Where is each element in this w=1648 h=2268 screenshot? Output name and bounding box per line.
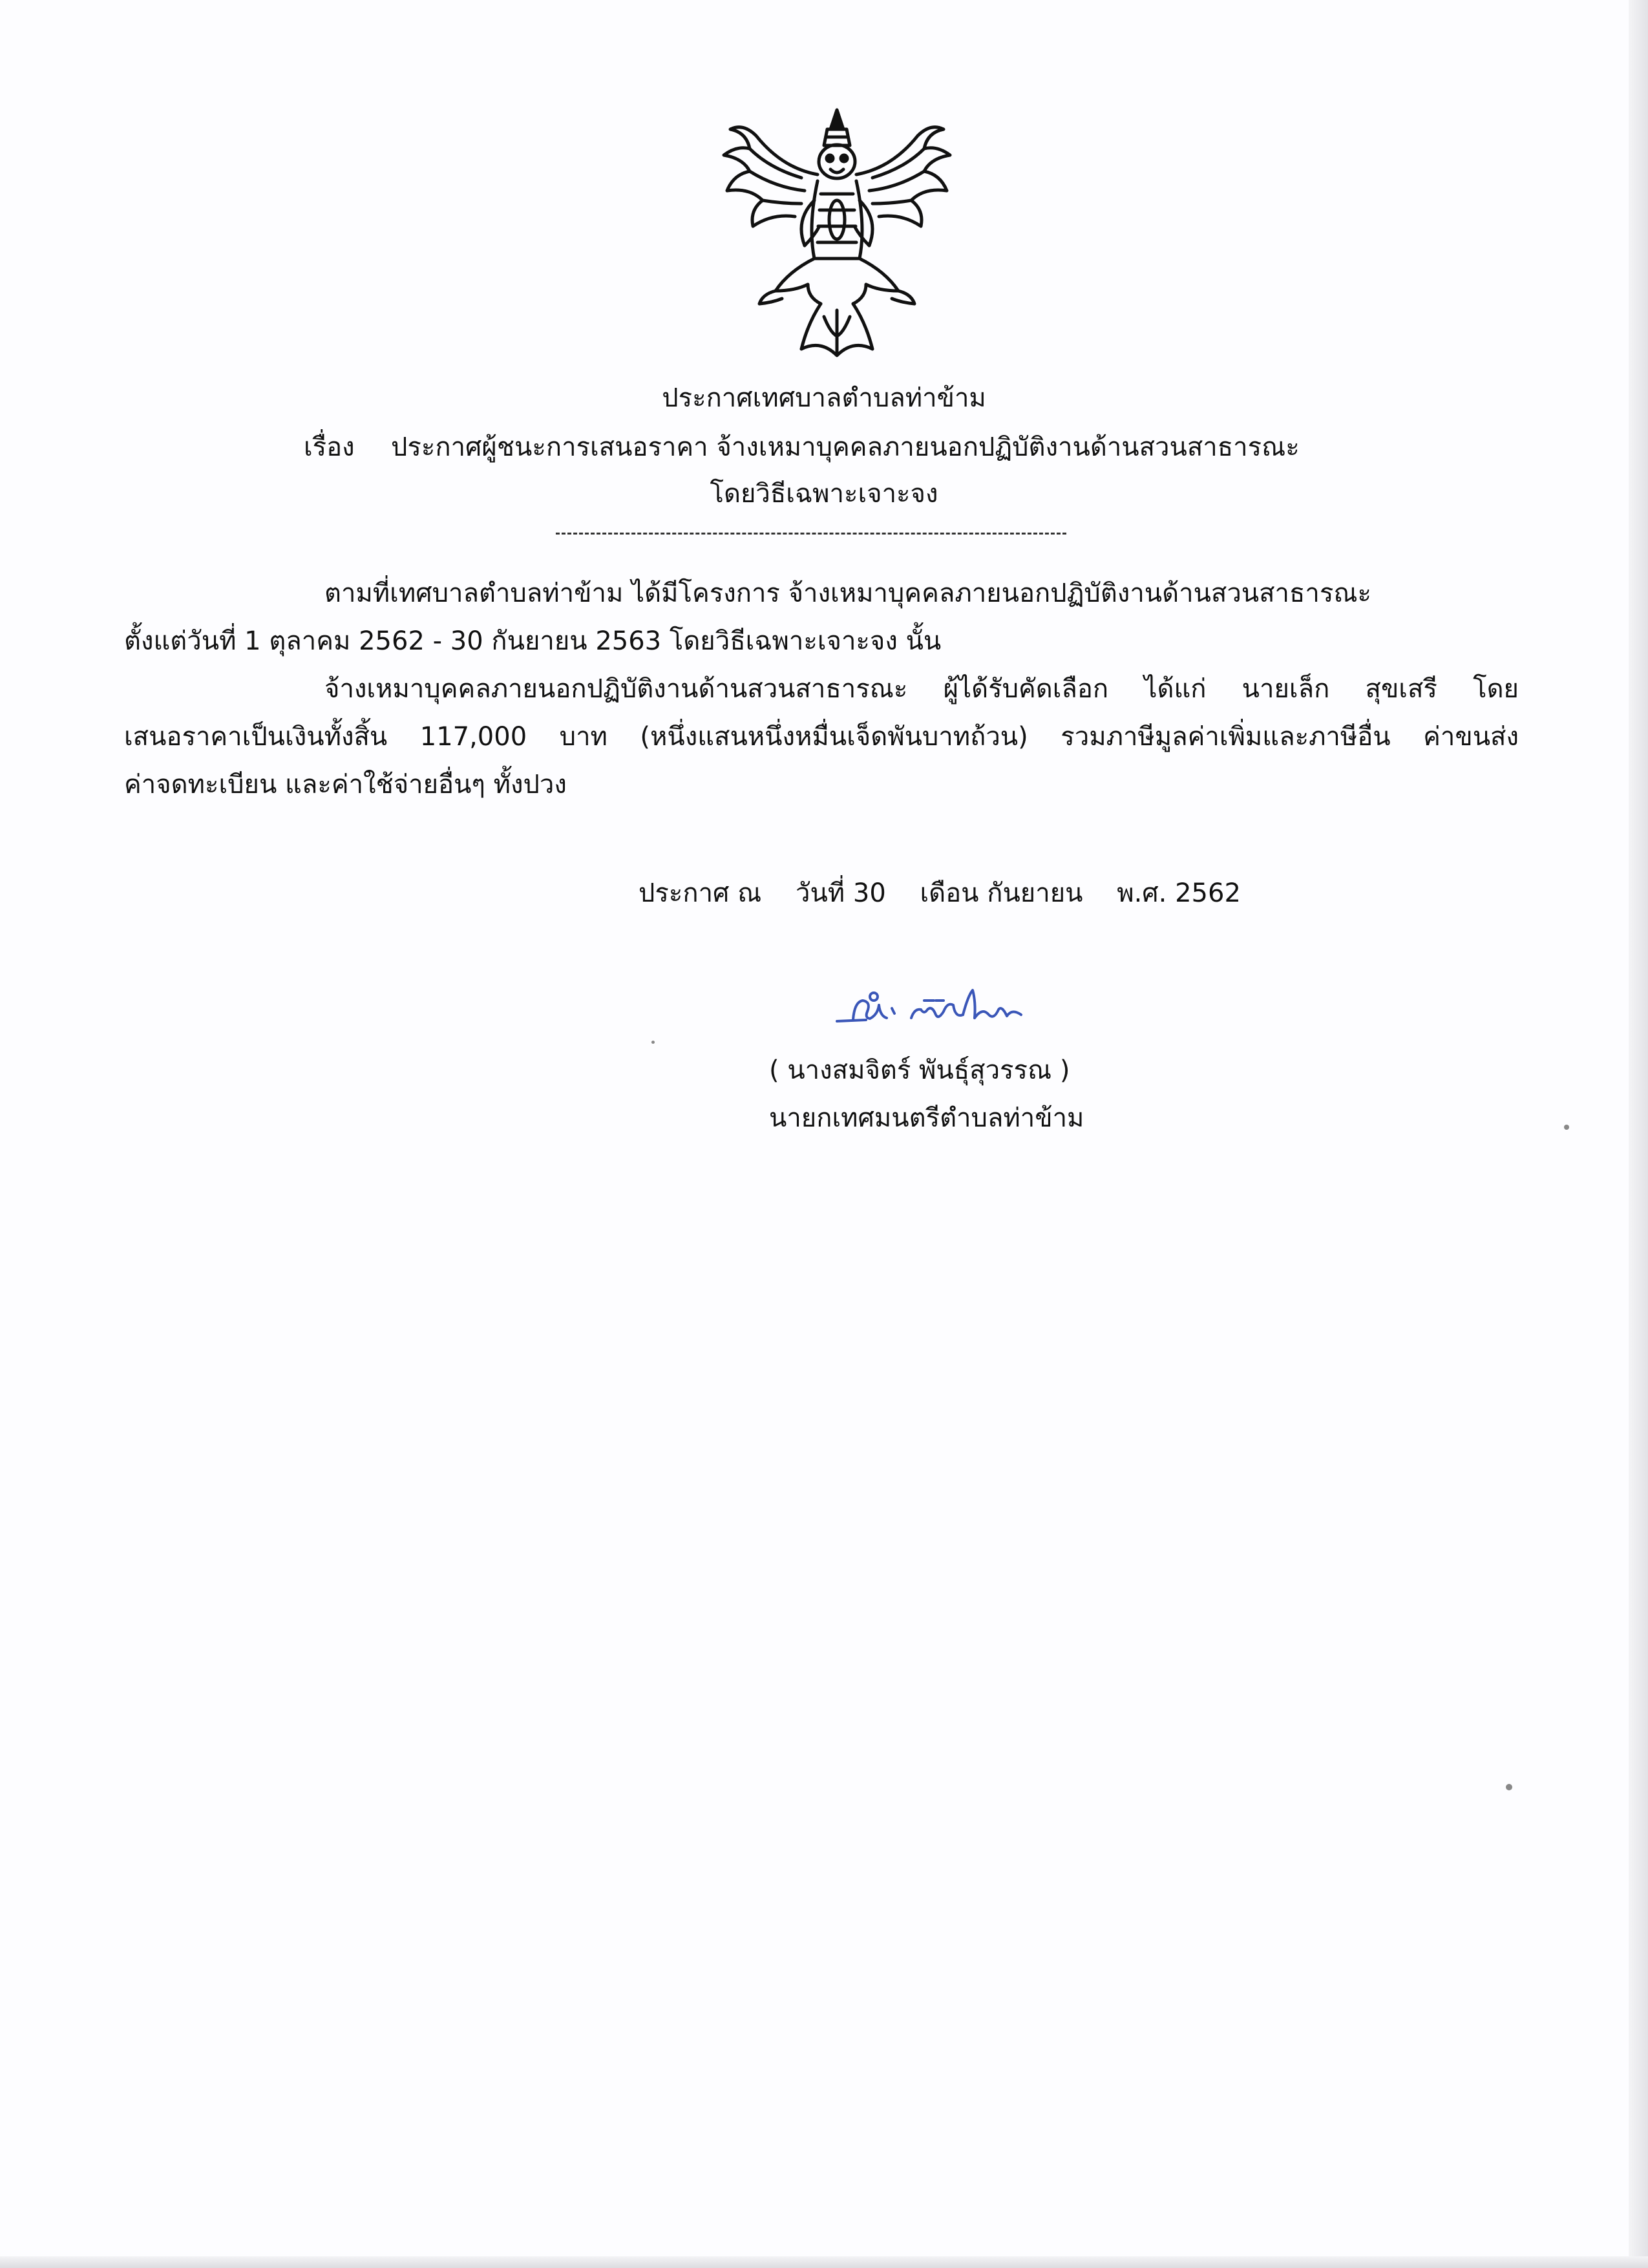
handwritten-signature: [827, 982, 1034, 1041]
scan-speck: [1506, 1784, 1512, 1790]
era-label: พ.ศ.: [1117, 878, 1167, 908]
date-prefix: ประกาศ ณ: [639, 878, 762, 908]
signatory-position: นายกเทศมนตรีตำบลท่าข้าม: [769, 1103, 1084, 1133]
subject-method: โดยวิธีเฉพาะเจาะจง: [710, 479, 938, 509]
year-value: 2562: [1175, 878, 1241, 908]
scan-edge-right: [1629, 0, 1648, 2268]
announcement-title: ประกาศเทศบาลตำบลท่าข้าม: [662, 383, 986, 413]
header-divider: [556, 533, 1066, 535]
paragraph-2-line-2: เสนอราคาเป็นเงินทั้งสิ้น 117,000 บาท (หนึ่งแสนหนึ่งหมื่นเจ็ดพันบาทถ้วน) รวมภาษีมูลค่าเพิ่มและภาษีอื่น ค่าขนส่ง: [124, 722, 1519, 752]
scan-edge-bottom: [0, 2256, 1648, 2268]
month-value: กันยายน: [987, 878, 1083, 908]
day-value: 30: [852, 878, 886, 908]
month-label: เดือน: [920, 878, 979, 908]
scan-speck: [1564, 1125, 1569, 1130]
paragraph-1-line-2: ตั้งแต่วันที่ 1 ตุลาคม 2562 - 30 กันยายน 2563 โดยวิธีเฉพาะเจาะจง นั้น: [124, 626, 942, 656]
paragraph-1-line-1: ตามที่เทศบาลตำบลท่าข้าม ได้มีโครงการ จ้างเหมาบุคคลภายนอกปฏิบัติงานด้านสวนสาธารณะ: [324, 578, 1371, 608]
subject-text: ประกาศผู้ชนะการเสนอราคา จ้างเหมาบุคคลภายนอกปฏิบัติงานด้านสวนสาธารณะ: [391, 432, 1300, 462]
garuda-emblem-icon: [711, 97, 963, 375]
date-line: [639, 875, 1241, 911]
day-label: วันที่: [795, 878, 845, 908]
signatory-name: ( นางสมจิตร์ พันธุ์สุวรรณ ): [769, 1055, 1070, 1085]
scan-speck: [651, 1041, 655, 1044]
subject-label: เรื่อง: [304, 432, 355, 462]
paragraph-2-line-3: ค่าจดทะเบียน และค่าใช้จ่ายอื่นๆ ทั้งปวง: [124, 770, 567, 800]
paragraph-2-line-1: จ้างเหมาบุคคลภายนอกปฏิบัติงานด้านสวนสาธารณะ ผู้ได้รับคัดเลือก ได้แก่ นายเล็ก สุขเสรี โดย: [324, 674, 1519, 704]
